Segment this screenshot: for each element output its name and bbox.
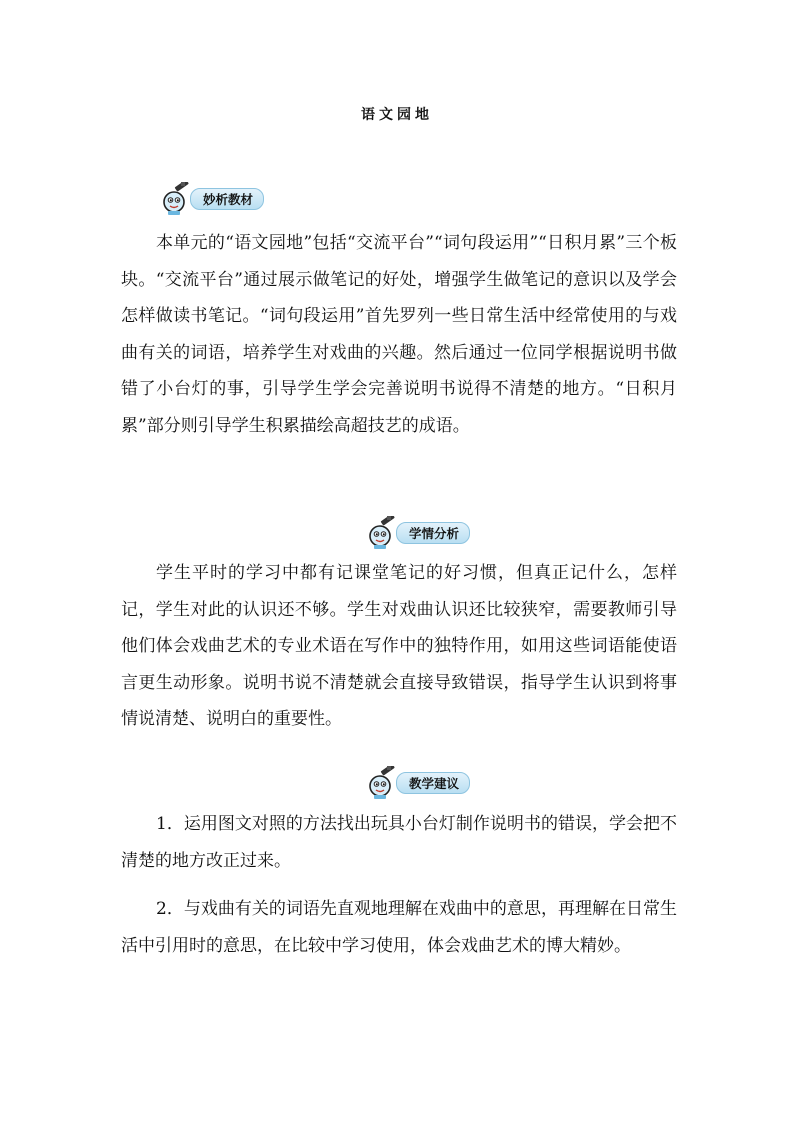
section-title-badge: 教学建议 bbox=[396, 772, 470, 794]
section-header-teaching-suggestions bbox=[366, 766, 470, 800]
mascot-pen-icon bbox=[366, 516, 400, 550]
section-title-badge: 学情分析 bbox=[396, 522, 470, 544]
paragraph: 1．运用图文对照的方法找出玩具小台灯制作说明书的错误，学会把不清楚的地方改正过来。 bbox=[121, 814, 677, 871]
section-header-analysis bbox=[160, 182, 264, 216]
paragraph: 学生平时的学习中都有记课堂笔记的好习惯，但真正记什么，怎样记，学生对此的认识还不够。学生对戏曲认识还比较狭窄，需要教师引导他们体会戏曲艺术的专业术语在写作中的独特作用，如用这些词语能使语言更生动形象。说明书说不清楚就会直接导致错误，指导学生认识到将事情说清楚、说明白的重要性。 bbox=[121, 563, 677, 730]
section-header-student-analysis bbox=[366, 516, 470, 550]
mascot-pen-icon bbox=[366, 766, 400, 800]
mascot-pen-icon bbox=[160, 182, 194, 216]
paragraph: 本单元的“语文园地”包括“交流平台”“词句段运用”“日积月累”三个板块。“交流平台”通过展示做笔记的好处，增强学生做笔记的意识以及学会怎样做读书笔记。“词句段运用”首先罗列一些日常生活中经常使用的与戏曲有关的词语，培养学生对戏曲的兴趣。然后通过一位同学根据说明书做错了小台灯的事，引导学生学会完善说明书说得不清楚的地方。“日积月累”部分则引导学生积累描绘高超技艺的成语。 bbox=[121, 233, 677, 436]
page-title: 语文园地 bbox=[361, 107, 433, 123]
section-title-badge: 妙析教材 bbox=[190, 188, 264, 210]
paragraph: 2．与戏曲有关的词语先直观地理解在戏曲中的意思，再理解在日常生活中引用时的意思，在比较中学习使用，体会戏曲艺术的博大精妙。 bbox=[121, 899, 677, 956]
